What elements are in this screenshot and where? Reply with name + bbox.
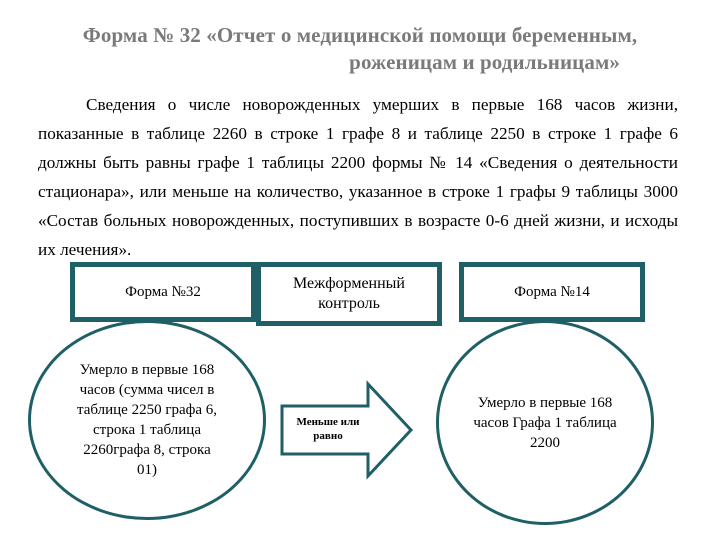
description-paragraph: Сведения о числе новорожденных умерших в первые 168 часов жизни, показанные в таблице 2260 в строке 1 графе 8 и таблице 2250 в строке 1 графе 6 должны быть равны графе 1 таблицы 2200 формы № 14 «Сведения о деятельности стационара», или меньше на количество, указанное в строке 1 графы 9 таблицы 3000 «Состав больных новорожденных, поступивших в возрасте 0-6 дней жизни, и исходы их лечения». (38, 95, 678, 259)
form-14-circle-text: Умерло в первые 168 часов Графа 1 таблица 2200 (473, 394, 617, 451)
form-14-label: Форма №14 (514, 284, 590, 300)
form-32-label: Форма №32 (125, 284, 201, 300)
interform-control-label: Межформенный контроль (293, 275, 405, 312)
form-14-circle (436, 320, 654, 525)
page-title (40, 22, 680, 76)
title-line-2: роженицам и родильницам» (349, 50, 620, 74)
form-32-circle (28, 320, 266, 520)
arrow-label: Меньше или равно (296, 416, 360, 442)
form-32-box (70, 262, 256, 322)
title-line-1: Форма № 32 «Отчет о медицинской помощи беременным, (82, 23, 638, 47)
form-32-circle-text: Умерло в первые 168 часов (сумма чисел в таблице 2250 графа 6, строка 1 таблица 2260графа 8, строка 01) (76, 362, 218, 478)
interform-control-box (256, 262, 442, 326)
form-14-box (459, 262, 645, 322)
